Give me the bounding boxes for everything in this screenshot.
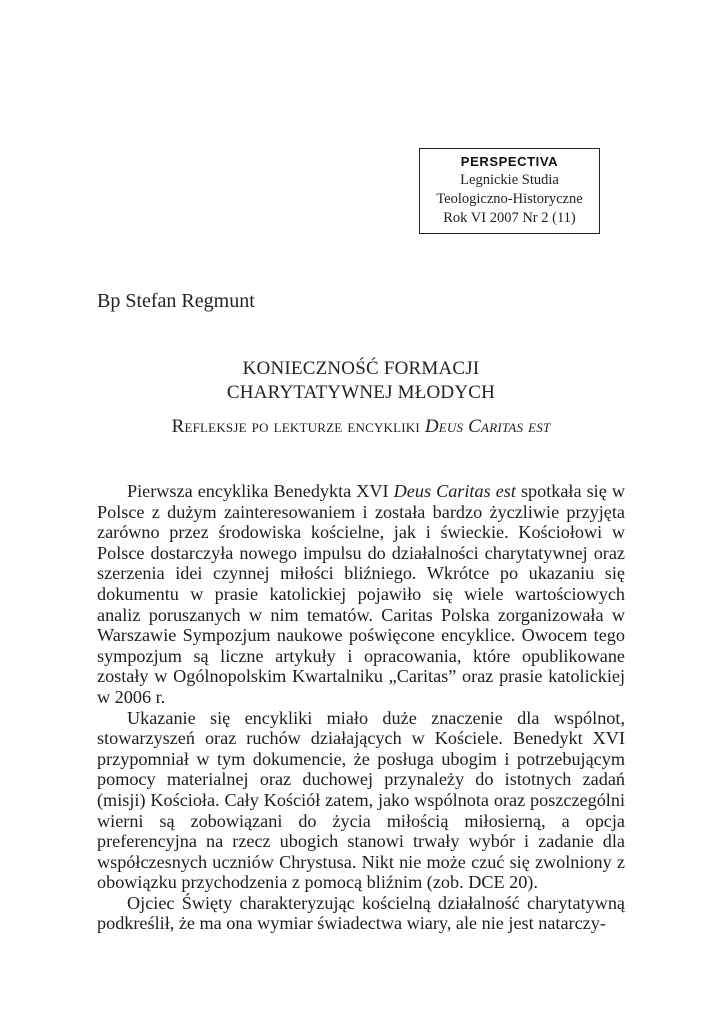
- paragraph-1-rest: spotkała się w Polsce z dużym zainteresowaniem i została bardzo życzliwie przyjęta zarówno przez środowiska kościelne, jak i świeckie. Kościołowi w Polsce dostarczyła nowego impulsu do działalności charytatywnej oraz szerzenia idei czynnej miłości bliźniego. Wkrótce po ukazaniu się dokumentu w prasie katolickiej pojawiło się wiele wartościowych analiz poruszanych w nim tematów. Caritas Polska zorganizowała w Warszawie Sympozjum naukowe poświęcone encyklice. Owocem tego sympozjum są liczne artykuły i opracowania, które opublikowane zostały w Ogólnopolskim Kwartalniku „Caritas” oraz prasie katolickiej w 2006 r.: [97, 481, 625, 707]
- article-subtitle: [97, 415, 625, 439]
- paragraph-1-start: Pierwsza encyklika Benedykta XVI: [127, 481, 394, 501]
- paragraph-2: Ukazanie się encykliki miało duże znaczenie dla wspólnot, stowarzyszeń oraz ruchów działających w Kościele. Benedykt XVI przypomniał w tym dokumencie, że posługa ubogim i potrzebującym pomocy materialnej oraz duchowej przynależy do istotnych zadań (misji) Kościoła. Cały Kościół zatem, jako wspólnota oraz poszczególni wierni są zobowiązani do życia miłością miłosierną, a opcja preferencyjna na rzecz ubogich stanowi trwały wybór i zadanie dla współczesnych uczniów Chrystusa. Nikt nie może czuć się zwolniony z obowiązku przychodzenia z pomocą bliźnim (zob. DCE 20).: [97, 707, 625, 893]
- article-author: Bp Stefan Regmunt: [97, 290, 255, 312]
- article-title-line-1: KONIECZNOŚĆ FORMACJI: [242, 358, 480, 379]
- journal-logo: PERSPECTIVA: [460, 154, 559, 169]
- article-body: [97, 481, 625, 934]
- paragraph-1: [97, 481, 625, 708]
- paragraph-1-encyclical-name: Deus Caritas est: [393, 481, 516, 501]
- journal-issue: Rok VI 2007 Nr 2 (11): [443, 210, 576, 226]
- journal-subtitle: Teologiczno-Historyczne: [436, 191, 583, 207]
- journal-info-box: [419, 148, 600, 234]
- paragraph-3: Ojciec Święty charakteryzując kościelną działalność charytatywną podkreślił, że ma ona wymiar świadectwa wiary, ale nie jest natarczy-: [97, 892, 625, 934]
- journal-name: Legnickie Studia: [460, 172, 559, 188]
- article-title-line-2: CHARYTATYWNEJ MŁODYCH: [226, 382, 496, 403]
- article-title-block: [97, 357, 625, 439]
- subtitle-encyclical-name: Deus Caritas est: [424, 416, 551, 437]
- subtitle-text: Refleksje po lekturze encykliki: [171, 416, 425, 437]
